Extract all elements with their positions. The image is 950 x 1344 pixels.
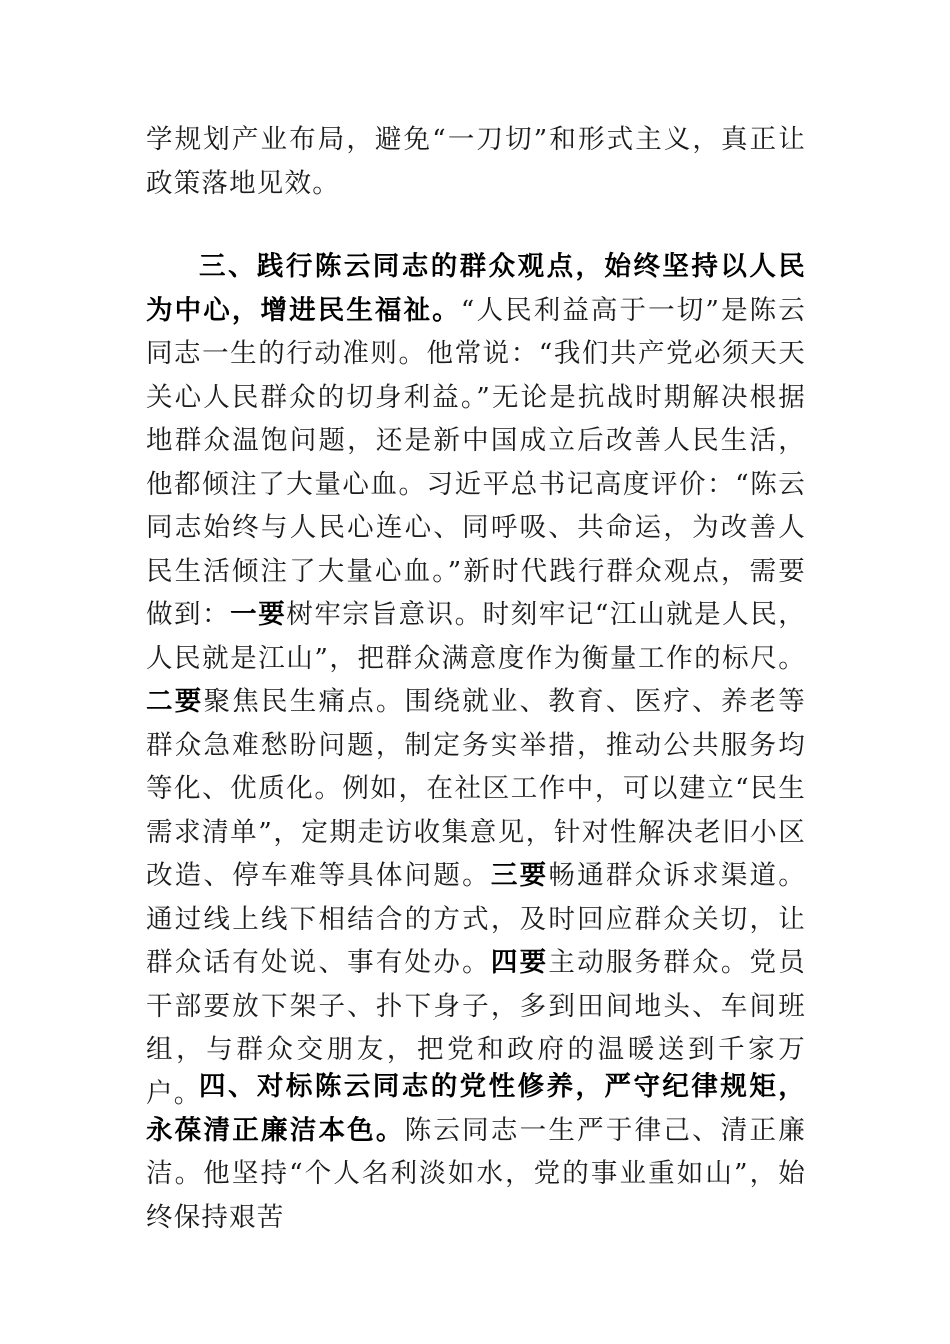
point-two-label: 二要: [146, 686, 204, 717]
paragraph-continuation: [146, 118, 806, 205]
section-three-paragraph: [146, 245, 806, 1115]
point-two-text: 聚焦民生痛点。围绕就业、教育、医疗、养老等群众急难愁盼问题，制定务实举措，推动公共服务均等化、优质化。例如，在社区工作中，可以建立“民生需求清单”，定期走访收集意见，针对性解决老旧小区改造、停车难等具体问题。: [146, 686, 806, 891]
section-three-heading: 三、践行陈云同志的群众观点，始终坚持以人民为中心，增进民生福祉。: [146, 251, 806, 326]
point-three-text: 畅通群众诉求渠道。通过线上线下相结合的方式，及时回应群众关切，让群众话有处说、事有处办。: [146, 860, 806, 978]
point-four-text: 主动服务群众。党员干部要放下架子、扑下身子，多到田间地头、车间班组，与群众交朋友，把党和政府的温暖送到千家万户。: [146, 947, 806, 1109]
section-three-intro: “人民利益高于一切”是陈云同志一生的行动准则。他常说：“我们共产党必须天天关心人民群众的切身利益。”无论是抗战时期解决根据地群众温饱问题，还是新中国成立后改善人民生活，他都倾注了大量心血。习近平总书记高度评价：“陈云同志始终与人民心连心、同呼吸、共命运，为改善人民生活倾注了大量心血。”新时代践行群众观点，需要做到：: [146, 294, 806, 630]
point-four-label: 四要: [490, 947, 549, 978]
point-one-label: 一要: [230, 599, 287, 630]
section-four: [146, 1065, 806, 1239]
section-four-paragraph: [146, 1065, 806, 1239]
point-one-text: 树牢宗旨意识。时刻牢记“江山就是人民，人民就是江山”，把群众满意度作为衡量工作的标尺。: [146, 599, 806, 674]
section-three: [146, 245, 806, 1115]
point-three-label: 三要: [490, 860, 549, 891]
paragraph-text: 学规划产业布局，避免“一刀切”和形式主义，真正让政策落地见效。: [146, 124, 806, 199]
section-four-heading: 四、对标陈云同志的党性修养，严守纪律规矩，永葆清正廉洁本色。: [146, 1071, 806, 1146]
section-four-text: 陈云同志一生严于律己、清正廉洁。他坚持“个人名利淡如水，党的事业重如山”，始终保持艰苦: [146, 1114, 806, 1233]
